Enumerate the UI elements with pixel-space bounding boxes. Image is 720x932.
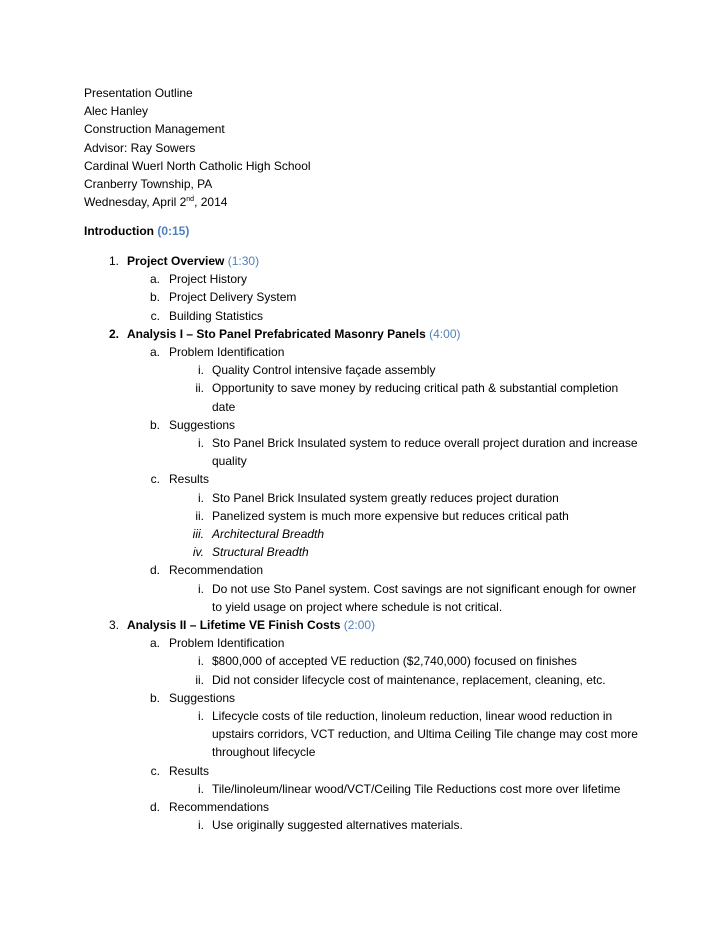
header-date xyxy=(84,193,311,211)
list-marker: i. xyxy=(198,654,204,669)
list-marker: iii. xyxy=(192,527,204,542)
list-item xyxy=(0,634,720,652)
list-marker: a. xyxy=(149,272,160,287)
section-1-number: 1. xyxy=(108,254,119,268)
section-2-title: Analysis I – Sto Panel Prefabricated Masonry Panels xyxy=(127,326,426,341)
intro-time: (0:15) xyxy=(157,224,190,238)
document-header xyxy=(84,84,311,211)
list-text: Results xyxy=(169,472,210,487)
list-text: Architectural Breadth xyxy=(212,527,325,542)
list-text: Recommendation xyxy=(169,563,264,578)
list-item xyxy=(0,762,720,780)
list-marker: a. xyxy=(149,636,160,651)
date-prefix: Wednesday, April 2 xyxy=(84,195,187,210)
outline-list xyxy=(0,252,720,835)
list-marker: iv. xyxy=(192,545,204,560)
list-marker: i. xyxy=(198,709,204,724)
list-text: Recommendations xyxy=(169,800,270,815)
list-item xyxy=(0,416,720,434)
list-text: Quality Control intensive façade assembly xyxy=(212,363,436,378)
list-item xyxy=(0,543,642,561)
list-text: Sto Panel Brick Insulated system greatly reduces project duration xyxy=(212,490,559,505)
section-3-title: Analysis II – Lifetime VE Finish Costs xyxy=(127,618,341,633)
list-item xyxy=(0,561,720,579)
list-marker: c. xyxy=(150,472,160,487)
list-item xyxy=(0,525,642,543)
list-text: Sto Panel Brick Insulated system to reduce overall project duration and increase quality xyxy=(212,436,638,469)
list-marker: i. xyxy=(198,436,204,451)
list-text: Tile/linoleum/linear wood/VCT/Ceiling Tile Reductions cost more over lifetime xyxy=(212,781,621,796)
section-2-number: 2. xyxy=(108,326,119,341)
list-marker: d. xyxy=(149,800,160,815)
list-text: Suggestions xyxy=(169,690,236,705)
list-text: Problem Identification xyxy=(169,636,285,651)
section-1-time: (1:30) xyxy=(227,254,260,268)
section-3-heading xyxy=(0,616,720,634)
intro-heading xyxy=(84,222,189,240)
list-item xyxy=(0,798,720,816)
list-marker: i. xyxy=(198,818,204,833)
section-2-time: (4:00) xyxy=(429,326,461,341)
list-item xyxy=(0,671,642,689)
list-item xyxy=(0,816,642,834)
list-marker: i. xyxy=(198,363,204,378)
section-1-title: Project Overview xyxy=(127,254,225,268)
section-3-time: (2:00) xyxy=(343,618,376,633)
list-item xyxy=(0,434,642,470)
header-advisor: Advisor: Ray Sowers xyxy=(84,140,196,155)
list-marker: b. xyxy=(149,290,160,305)
list-item xyxy=(0,470,720,488)
list-item xyxy=(0,780,642,798)
intro-label: Introduction xyxy=(84,224,154,238)
list-item xyxy=(0,379,642,415)
list-text: Lifecycle costs of tile reduction, linoleum reduction, linear wood reduction in upstairs corridors, VCT reduction, and Ultima Ceiling Tile change may cost more throughout lifecycle xyxy=(212,709,638,760)
section-2-heading xyxy=(0,325,720,343)
list-text: Opportunity to save money by reducing critical path & substantial completion date xyxy=(212,381,619,414)
list-marker: i. xyxy=(198,581,204,596)
list-text: Use originally suggested alternatives materials. xyxy=(212,818,463,833)
list-item xyxy=(0,361,642,379)
list-item xyxy=(0,489,642,507)
list-text: Problem Identification xyxy=(169,345,285,360)
header-title: Presentation Outline xyxy=(84,86,193,100)
list-text: Project History xyxy=(169,272,248,287)
list-marker: c. xyxy=(150,763,160,778)
date-superscript: nd xyxy=(186,196,195,204)
list-item xyxy=(0,270,720,288)
list-item xyxy=(0,707,642,762)
list-marker: b. xyxy=(149,417,160,432)
header-location: Cranberry Township, PA xyxy=(84,177,213,192)
list-marker: ii. xyxy=(195,672,204,687)
date-suffix: , 2014 xyxy=(194,195,228,210)
list-marker: d. xyxy=(149,563,160,578)
list-marker: c. xyxy=(150,308,160,323)
list-text: Suggestions xyxy=(169,417,236,432)
list-text: Building Statistics xyxy=(169,308,264,323)
list-text: $800,000 of accepted VE reduction ($2,740,000) focused on finishes xyxy=(212,654,577,669)
list-marker: i. xyxy=(198,490,204,505)
header-project: Cardinal Wuerl North Catholic High School xyxy=(84,158,311,173)
list-item xyxy=(0,689,720,707)
list-text: Do not use Sto Panel system. Cost savings are not significant enough for owner to yield usage on project where schedule is not critical. xyxy=(212,581,637,614)
list-marker: a. xyxy=(149,345,160,360)
header-program: Construction Management xyxy=(84,122,225,137)
list-marker: b. xyxy=(149,690,160,705)
list-item xyxy=(0,307,720,325)
list-marker: i. xyxy=(198,781,204,796)
list-text: Panelized system is much more expensive but reduces critical path xyxy=(212,508,569,523)
list-item xyxy=(0,288,720,306)
list-marker: ii. xyxy=(195,508,204,523)
list-text: Structural Breadth xyxy=(212,545,309,560)
section-3-number: 3. xyxy=(108,618,119,633)
list-text: Did not consider lifecycle cost of maintenance, replacement, cleaning, etc. xyxy=(212,672,606,687)
list-item xyxy=(0,343,720,361)
list-item xyxy=(0,580,642,616)
header-author: Alec Hanley xyxy=(84,104,149,119)
section-1-heading xyxy=(0,252,720,270)
list-item xyxy=(0,652,642,670)
list-text: Results xyxy=(169,763,210,778)
list-marker: ii. xyxy=(195,381,204,396)
list-text: Project Delivery System xyxy=(169,290,297,305)
list-item xyxy=(0,507,642,525)
